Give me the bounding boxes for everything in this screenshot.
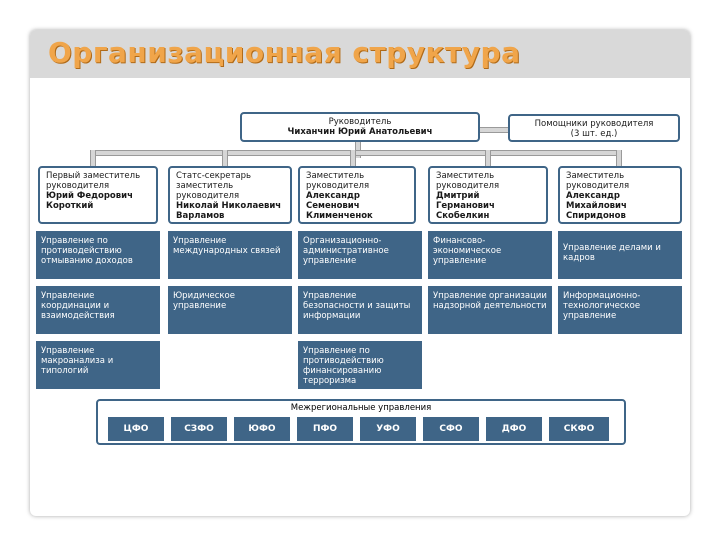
department-box: Управление безопасности и защиты информации bbox=[298, 286, 422, 334]
region-УФО: УФО bbox=[360, 417, 416, 441]
assistants-label: Помощники руководителя bbox=[534, 119, 654, 129]
interregional-title: Межрегиональные управления bbox=[290, 403, 432, 413]
region-СЗФО: СЗФО bbox=[171, 417, 227, 441]
deputy-role: Первый заместитель руководителя bbox=[46, 171, 141, 191]
deputy-box-5 bbox=[558, 166, 682, 224]
head-name: Чиханчин Юрий Анатольевич bbox=[287, 127, 433, 137]
deputy-box-4 bbox=[428, 166, 548, 224]
connector-line bbox=[90, 150, 622, 156]
department-box: Управление макроанализа и типологий bbox=[36, 341, 160, 389]
department-box: Финансово-экономическое управление bbox=[428, 231, 552, 279]
deputy-name: Дмитрий Германович Скобелкин bbox=[436, 191, 495, 221]
department-box: Управление по противодействию отмыванию доходов bbox=[36, 231, 160, 279]
region-ЮФО: ЮФО bbox=[234, 417, 290, 441]
head-box bbox=[240, 112, 480, 142]
head-role: Руководитель bbox=[328, 117, 392, 127]
department-box: Управление по противодействию финансированию терроризма bbox=[298, 341, 422, 389]
deputy-box-3 bbox=[298, 166, 416, 224]
deputy-role: Заместитель руководителя bbox=[566, 171, 630, 191]
page-title: Организационная структура bbox=[48, 36, 521, 69]
assistants-box bbox=[508, 114, 680, 142]
department-box: Организационно-административное управление bbox=[298, 231, 422, 279]
region-ДФО: ДФО bbox=[486, 417, 542, 441]
department-box: Информационно-технологическое управление bbox=[558, 286, 682, 334]
department-box: Управление делами и кадров bbox=[558, 231, 682, 279]
region-СКФО: СКФО bbox=[549, 417, 609, 441]
region-СФО: СФО bbox=[423, 417, 479, 441]
region-ЦФО: ЦФО bbox=[108, 417, 164, 441]
connector-line bbox=[479, 127, 511, 133]
department-box: Юридическое управление bbox=[168, 286, 292, 334]
interregional-frame bbox=[96, 399, 626, 445]
slide bbox=[30, 30, 690, 516]
department-box: Управление координации и взаимодействия bbox=[36, 286, 160, 334]
department-box: Управление международных связей bbox=[168, 231, 292, 279]
region-ПФО: ПФО bbox=[297, 417, 353, 441]
title-bar bbox=[30, 30, 690, 78]
assistants-count: (3 шт. ед.) bbox=[570, 129, 618, 139]
deputy-box-2 bbox=[168, 166, 292, 224]
deputy-name: Николай Николаевич Варламов bbox=[176, 201, 282, 221]
deputy-name: Юрий Федорович Короткий bbox=[46, 191, 133, 211]
deputy-role: Заместитель руководителя bbox=[306, 171, 370, 191]
deputy-role: Заместитель руководителя bbox=[436, 171, 500, 191]
deputy-box-1 bbox=[38, 166, 158, 224]
deputy-role: Статс-секретарь заместитель руководителя bbox=[176, 171, 252, 201]
deputy-name: Александр Михайлович Спиридонов bbox=[566, 191, 627, 221]
department-box: Управление организации надзорной деятельности bbox=[428, 286, 552, 334]
deputy-name: Александр Семенович Клименченок bbox=[306, 191, 373, 221]
